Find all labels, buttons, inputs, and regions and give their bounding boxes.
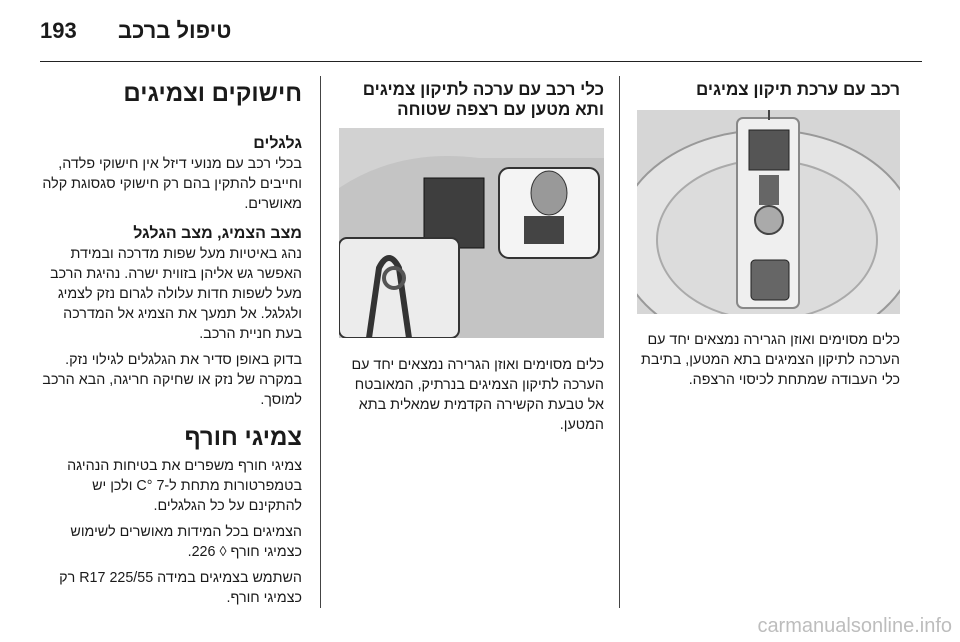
trunk-bag-kit-illustration	[339, 128, 604, 338]
figure-caption: כלים מסוימים ואוזן הגרירה נמצאים יחד עם הערכה לתיקון הצמיגים בתא המטען, בתיבת כלי העבודה שמתחת לכיסוי הרצפה.	[641, 332, 900, 388]
page-header	[40, 18, 920, 48]
column-divider	[619, 76, 620, 608]
column-divider	[320, 76, 321, 608]
winter-text-3: השתמש בצמיגים במידה 225/55 R17 רק כצמיגי חורף.	[59, 570, 302, 606]
header-rule	[40, 61, 922, 62]
chapter-title: חישוקים וצמיגים	[123, 80, 302, 107]
check-text: בדוק באופן סדיר את הגלגלים לגילוי נזק. במקרה של נזק או שחיקה חריגה, הבא הרכב למוסך.	[42, 352, 302, 408]
page-title: טיפול ברכב	[118, 18, 232, 43]
column-flat-floor	[339, 80, 604, 120]
trunk-floor-toolbox-illustration	[637, 110, 900, 314]
wheels-text: בכלי רכב עם מנועי דיזל אין חישוקי פלדה, וחייבים להתקין בהם רק חישוקי סגסוגת קלה מאושרים.	[42, 156, 302, 212]
winter-text-1: צמיגי חורף משפרים את בטיחות הנהיגה בטמפרטורות מתחת ל-7 °C ולכן יש להתקינם על כל הגלגלים.	[67, 458, 302, 514]
tire-condition-text: נהג באיטיות מעל שפות מדרכה ובמידת האפשר גש אליהן בזווית ישרה. נהיגת הרכב מעל לשפות חדות עלולה לגרום נזק לצמיג ולגלגל. אל תמעך את הצמיג אל המדרכה בעת חניית הרכב.	[50, 246, 302, 342]
section-heading: רכב עם ערכת תיקון צמיגים	[696, 80, 900, 99]
wheels-heading: גלגלים	[253, 135, 302, 152]
figure-caption: כלים מסוימים ואוזן הגרירה נמצאים יחד עם הערכה לתיקון הצמיגים בנרתיק, המאובטח אל טבעת הקשירה הקדמית שמאלית בתא המטען.	[351, 357, 604, 433]
column-wheels-tires	[40, 80, 302, 608]
column-spare-wheel	[637, 80, 900, 100]
column-spare-wheel-caption	[637, 330, 900, 390]
winter-tires-heading: צמיגי חורף	[184, 424, 302, 451]
watermark: carmanualsonline.info	[757, 615, 952, 637]
page-number: 193	[40, 18, 77, 43]
section-heading-line1: כלי רכב עם ערכה לתיקון צמיגים	[362, 80, 604, 99]
section-heading-line2: ותא מטען עם רצפה שטוחה	[397, 100, 604, 119]
tire-condition-heading: מצב הצמיג, מצב הגלגל	[133, 225, 302, 242]
winter-text-2: הצמיגים בכל המידות מאושרים לשימוש כצמיגי חורף ◊ 226.	[70, 524, 302, 560]
column-flat-floor-caption	[339, 355, 604, 435]
